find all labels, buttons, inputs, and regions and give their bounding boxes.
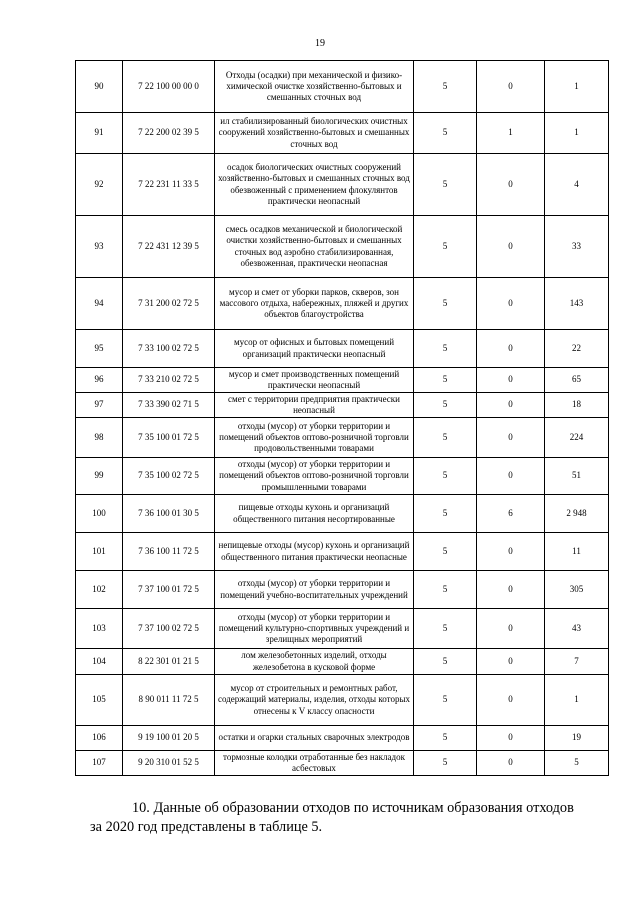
fkko-code-cell: 9 19 100 01 20 5 [123, 726, 215, 751]
value-cell: 0 [477, 458, 545, 495]
row-number-cell: 102 [76, 571, 123, 609]
hazard-class-cell: 5 [414, 393, 477, 418]
waste-name-cell: смесь осадков механической и биологической очистки хозяйственно-бытовых и смешанных сточных вод аэробно стабилизированная, обезвоженная, практически неопасная [215, 216, 414, 278]
value-cell: 0 [477, 609, 545, 649]
value-cell: 0 [477, 154, 545, 216]
fkko-code-cell: 7 37 100 01 72 5 [123, 571, 215, 609]
waste-name-cell: смет с территории предприятия практически неопасный [215, 393, 414, 418]
value-cell: 0 [477, 368, 545, 393]
amount-cell: 1 [545, 675, 609, 726]
value-cell: 0 [477, 675, 545, 726]
hazard-class-cell: 5 [414, 154, 477, 216]
hazard-class-cell: 5 [414, 675, 477, 726]
value-cell: 0 [477, 216, 545, 278]
table-row [76, 278, 609, 330]
hazard-class-cell: 5 [414, 216, 477, 278]
fkko-code-cell: 7 35 100 01 72 5 [123, 418, 215, 458]
waste-name-cell: мусор от строительных и ремонтных работ, содержащий материалы, изделия, отходы которых отнесены к V классу опасности [215, 675, 414, 726]
amount-cell: 22 [545, 330, 609, 368]
amount-cell: 65 [545, 368, 609, 393]
paragraph-line-1: 10. Данные об образовании отходов по источникам образования отходов [132, 800, 574, 816]
hazard-class-cell: 5 [414, 726, 477, 751]
row-number-cell: 92 [76, 154, 123, 216]
row-number-cell: 97 [76, 393, 123, 418]
amount-cell: 7 [545, 649, 609, 675]
hazard-class-cell: 5 [414, 533, 477, 571]
table-row [76, 571, 609, 609]
row-number-cell: 98 [76, 418, 123, 458]
waste-name-cell: мусор и смет от уборки парков, скверов, зон массового отдыха, набережных, пляжей и других объектов благоустройства [215, 278, 414, 330]
amount-cell: 5 [545, 751, 609, 776]
amount-cell: 143 [545, 278, 609, 330]
fkko-code-cell: 7 37 100 02 72 5 [123, 609, 215, 649]
waste-name-cell: отходы (мусор) от уборки территории и помещений объектов оптово-розничной торговли промышленными товарами [215, 458, 414, 495]
amount-cell: 43 [545, 609, 609, 649]
hazard-class-cell: 5 [414, 61, 477, 113]
amount-cell: 224 [545, 418, 609, 458]
table-row [76, 216, 609, 278]
hazard-class-cell: 5 [414, 368, 477, 393]
value-cell: 0 [477, 649, 545, 675]
table-row [76, 533, 609, 571]
fkko-code-cell: 7 31 200 02 72 5 [123, 278, 215, 330]
row-number-cell: 94 [76, 278, 123, 330]
table-row [76, 609, 609, 649]
paragraph-section-10 [90, 799, 610, 837]
value-cell: 0 [477, 278, 545, 330]
amount-cell: 51 [545, 458, 609, 495]
waste-name-cell: остатки и огарки стальных сварочных электродов [215, 726, 414, 751]
value-cell: 1 [477, 113, 545, 154]
hazard-class-cell: 5 [414, 330, 477, 368]
amount-cell: 33 [545, 216, 609, 278]
table-row [76, 751, 609, 776]
amount-cell: 1 [545, 61, 609, 113]
fkko-code-cell: 7 22 200 02 39 5 [123, 113, 215, 154]
amount-cell: 305 [545, 571, 609, 609]
hazard-class-cell: 5 [414, 495, 477, 533]
waste-name-cell: отходы (мусор) от уборки территории и помещений учебно-воспитательных учреждений [215, 571, 414, 609]
table-row [76, 330, 609, 368]
table-row [76, 495, 609, 533]
waste-table-body [76, 61, 609, 776]
hazard-class-cell: 5 [414, 649, 477, 675]
value-cell: 0 [477, 751, 545, 776]
waste-name-cell: осадок биологических очистных сооружений хозяйственно-бытовых и смешанных сточных вод обезвоженный с применением флокулянтов практически неопасный [215, 154, 414, 216]
row-number-cell: 103 [76, 609, 123, 649]
row-number-cell: 93 [76, 216, 123, 278]
waste-name-cell: ил стабилизированный биологических очистных сооружений хозяйственно-бытовых и смешанных сточных вод [215, 113, 414, 154]
hazard-class-cell: 5 [414, 278, 477, 330]
table-row [76, 154, 609, 216]
hazard-class-cell: 5 [414, 113, 477, 154]
row-number-cell: 107 [76, 751, 123, 776]
paragraph-line-2: за 2020 год представлены в таблице 5. [90, 819, 323, 835]
hazard-class-cell: 5 [414, 751, 477, 776]
row-number-cell: 106 [76, 726, 123, 751]
table-row [76, 675, 609, 726]
fkko-code-cell: 7 22 231 11 33 5 [123, 154, 215, 216]
waste-name-cell: лом железобетонных изделий, отходы железобетона в кусковой форме [215, 649, 414, 675]
table-row [76, 113, 609, 154]
row-number-cell: 90 [76, 61, 123, 113]
row-number-cell: 95 [76, 330, 123, 368]
hazard-class-cell: 5 [414, 458, 477, 495]
value-cell: 0 [477, 533, 545, 571]
row-number-cell: 99 [76, 458, 123, 495]
waste-name-cell: тормозные колодки отработанные без накладок асбестовых [215, 751, 414, 776]
waste-name-cell: отходы (мусор) от уборки территории и помещений объектов оптово-розничной торговли продовольственными товарами [215, 418, 414, 458]
fkko-code-cell: 7 33 390 02 71 5 [123, 393, 215, 418]
table-row [76, 458, 609, 495]
value-cell: 0 [477, 571, 545, 609]
fkko-code-cell: 9 20 310 01 52 5 [123, 751, 215, 776]
waste-name-cell: мусор и смет производственных помещений практически неопасный [215, 368, 414, 393]
hazard-class-cell: 5 [414, 571, 477, 609]
table-row [76, 649, 609, 675]
row-number-cell: 101 [76, 533, 123, 571]
table-row [76, 368, 609, 393]
amount-cell: 19 [545, 726, 609, 751]
fkko-code-cell: 7 33 210 02 72 5 [123, 368, 215, 393]
value-cell: 0 [477, 393, 545, 418]
table-row [76, 418, 609, 458]
value-cell: 0 [477, 330, 545, 368]
row-number-cell: 104 [76, 649, 123, 675]
waste-name-cell: отходы (мусор) от уборки территории и помещений культурно-спортивных учреждений и зрелищных мероприятий [215, 609, 414, 649]
value-cell: 6 [477, 495, 545, 533]
waste-name-cell: Отходы (осадки) при механической и физико-химической очистке хозяйственно-бытовых и смешанных сточных вод [215, 61, 414, 113]
page-number: 19 [315, 38, 325, 49]
value-cell: 0 [477, 418, 545, 458]
row-number-cell: 96 [76, 368, 123, 393]
amount-cell: 4 [545, 154, 609, 216]
value-cell: 0 [477, 61, 545, 113]
amount-cell: 11 [545, 533, 609, 571]
table-row [76, 61, 609, 113]
waste-table [75, 60, 609, 776]
amount-cell: 2 948 [545, 495, 609, 533]
fkko-code-cell: 8 22 301 01 21 5 [123, 649, 215, 675]
row-number-cell: 91 [76, 113, 123, 154]
fkko-code-cell: 7 22 431 12 39 5 [123, 216, 215, 278]
waste-name-cell: пищевые отходы кухонь и организаций общественного питания несортированные [215, 495, 414, 533]
row-number-cell: 105 [76, 675, 123, 726]
fkko-code-cell: 7 33 100 02 72 5 [123, 330, 215, 368]
amount-cell: 1 [545, 113, 609, 154]
waste-name-cell: непищевые отходы (мусор) кухонь и организаций общественного питания практически неопасные [215, 533, 414, 571]
value-cell: 0 [477, 726, 545, 751]
hazard-class-cell: 5 [414, 418, 477, 458]
table-row [76, 726, 609, 751]
hazard-class-cell: 5 [414, 609, 477, 649]
fkko-code-cell: 7 36 100 01 30 5 [123, 495, 215, 533]
fkko-code-cell: 7 22 100 00 00 0 [123, 61, 215, 113]
waste-name-cell: мусор от офисных и бытовых помещений организаций практически неопасный [215, 330, 414, 368]
fkko-code-cell: 8 90 011 11 72 5 [123, 675, 215, 726]
fkko-code-cell: 7 36 100 11 72 5 [123, 533, 215, 571]
row-number-cell: 100 [76, 495, 123, 533]
fkko-code-cell: 7 35 100 02 72 5 [123, 458, 215, 495]
amount-cell: 18 [545, 393, 609, 418]
table-row [76, 393, 609, 418]
